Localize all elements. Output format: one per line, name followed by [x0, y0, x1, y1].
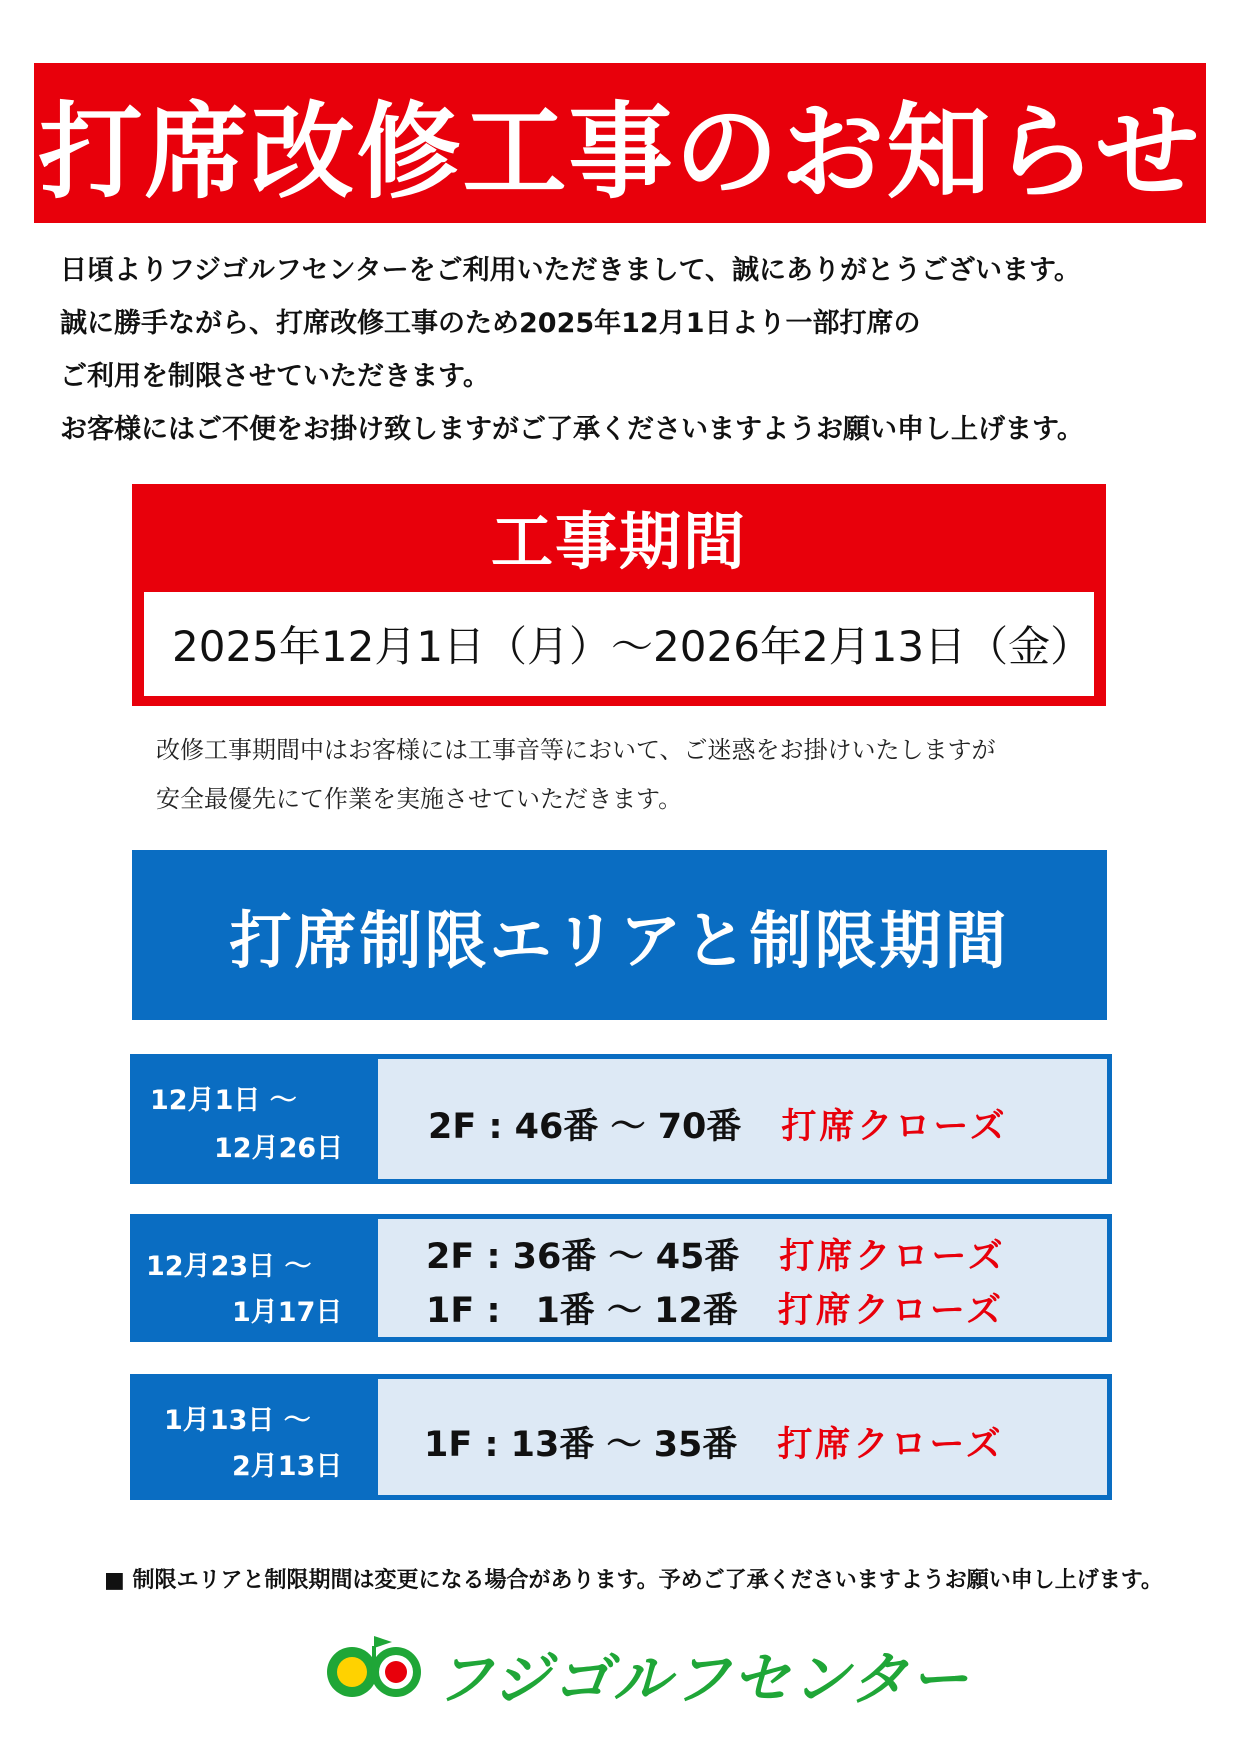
schedule-to: 2月13日 — [232, 1451, 343, 1482]
schedule-to: 1月17日 — [232, 1297, 343, 1328]
logo-text: フジゴルフセンター — [435, 1645, 970, 1713]
notice-text — [156, 726, 996, 824]
page-title: 打席改修工事のお知らせ — [38, 91, 1202, 213]
notice-line: 安全最優先にて作業を実施させていただきます。 — [156, 785, 683, 813]
schedule-line — [426, 1283, 1004, 1333]
schedule-row — [130, 1054, 1112, 1184]
schedule-panel — [378, 1059, 1107, 1179]
construction-period-heading: 工事期間 — [490, 504, 747, 578]
construction-period-range-box — [144, 592, 1094, 696]
intro-text — [60, 244, 1200, 456]
schedule-area: 1F : 1番 ～ 12番 — [426, 1291, 738, 1331]
schedule-from: 1月13日 ～ — [164, 1405, 311, 1436]
construction-period-range: 2025年12月1日（月）～2026年2月13日（金） — [172, 622, 1093, 671]
schedule-panel — [378, 1379, 1107, 1495]
schedule-line — [424, 1417, 1004, 1467]
schedule-dates — [130, 1054, 374, 1184]
schedule-panel — [378, 1219, 1107, 1337]
logo-mark-icon — [320, 1630, 430, 1706]
footnote: ■ 制限エリアと制限期間は変更になる場合があります。予めご了承くださいますようお願い申し上げます。 — [104, 1568, 1163, 1593]
schedule-status: 打席クローズ — [779, 1237, 1006, 1277]
schedule-dates — [130, 1374, 374, 1500]
notice-line: 改修工事期間中はお客様には工事音等において、ご迷惑をお掛けいたしますが — [156, 736, 996, 764]
schedule-from: 12月1日 ～ — [150, 1085, 297, 1116]
schedule-area: 2F : 46番 ～ 70番 — [428, 1107, 742, 1147]
schedule-to: 12月26日 — [214, 1133, 344, 1164]
schedule-status: 打席クローズ — [777, 1425, 1004, 1465]
intro-line: お客様にはご不便をお掛け致しますがご了承くださいますようお願い申し上げます。 — [60, 414, 1084, 445]
area-heading-banner — [132, 850, 1107, 1020]
title-banner — [34, 63, 1206, 223]
schedule-line — [426, 1229, 1006, 1279]
schedule-from: 12月23日 ～ — [146, 1251, 312, 1282]
intro-line: 日頃よりフジゴルフセンターをご利用いただきまして、誠にありがとうございます。 — [60, 255, 1081, 286]
construction-period-box — [132, 484, 1106, 706]
schedule-line — [428, 1099, 1008, 1149]
company-logo — [320, 1630, 970, 1713]
schedule-area: 2F : 36番 ～ 45番 — [426, 1237, 740, 1277]
area-heading: 打席制限エリアと制限期間 — [229, 903, 1010, 977]
intro-line: ご利用を制限させていただきます。 — [60, 361, 490, 392]
schedule-area: 1F : 13番 ～ 35番 — [424, 1425, 738, 1465]
schedule-status: 打席クローズ — [781, 1107, 1008, 1147]
schedule-dates — [130, 1214, 374, 1342]
schedule-status: 打席クローズ — [777, 1291, 1005, 1331]
schedule-row — [130, 1374, 1112, 1500]
schedule-row — [130, 1214, 1112, 1342]
intro-line: 誠に勝手ながら、打席改修工事のため2025年12月1日より一部打席の — [60, 308, 921, 339]
